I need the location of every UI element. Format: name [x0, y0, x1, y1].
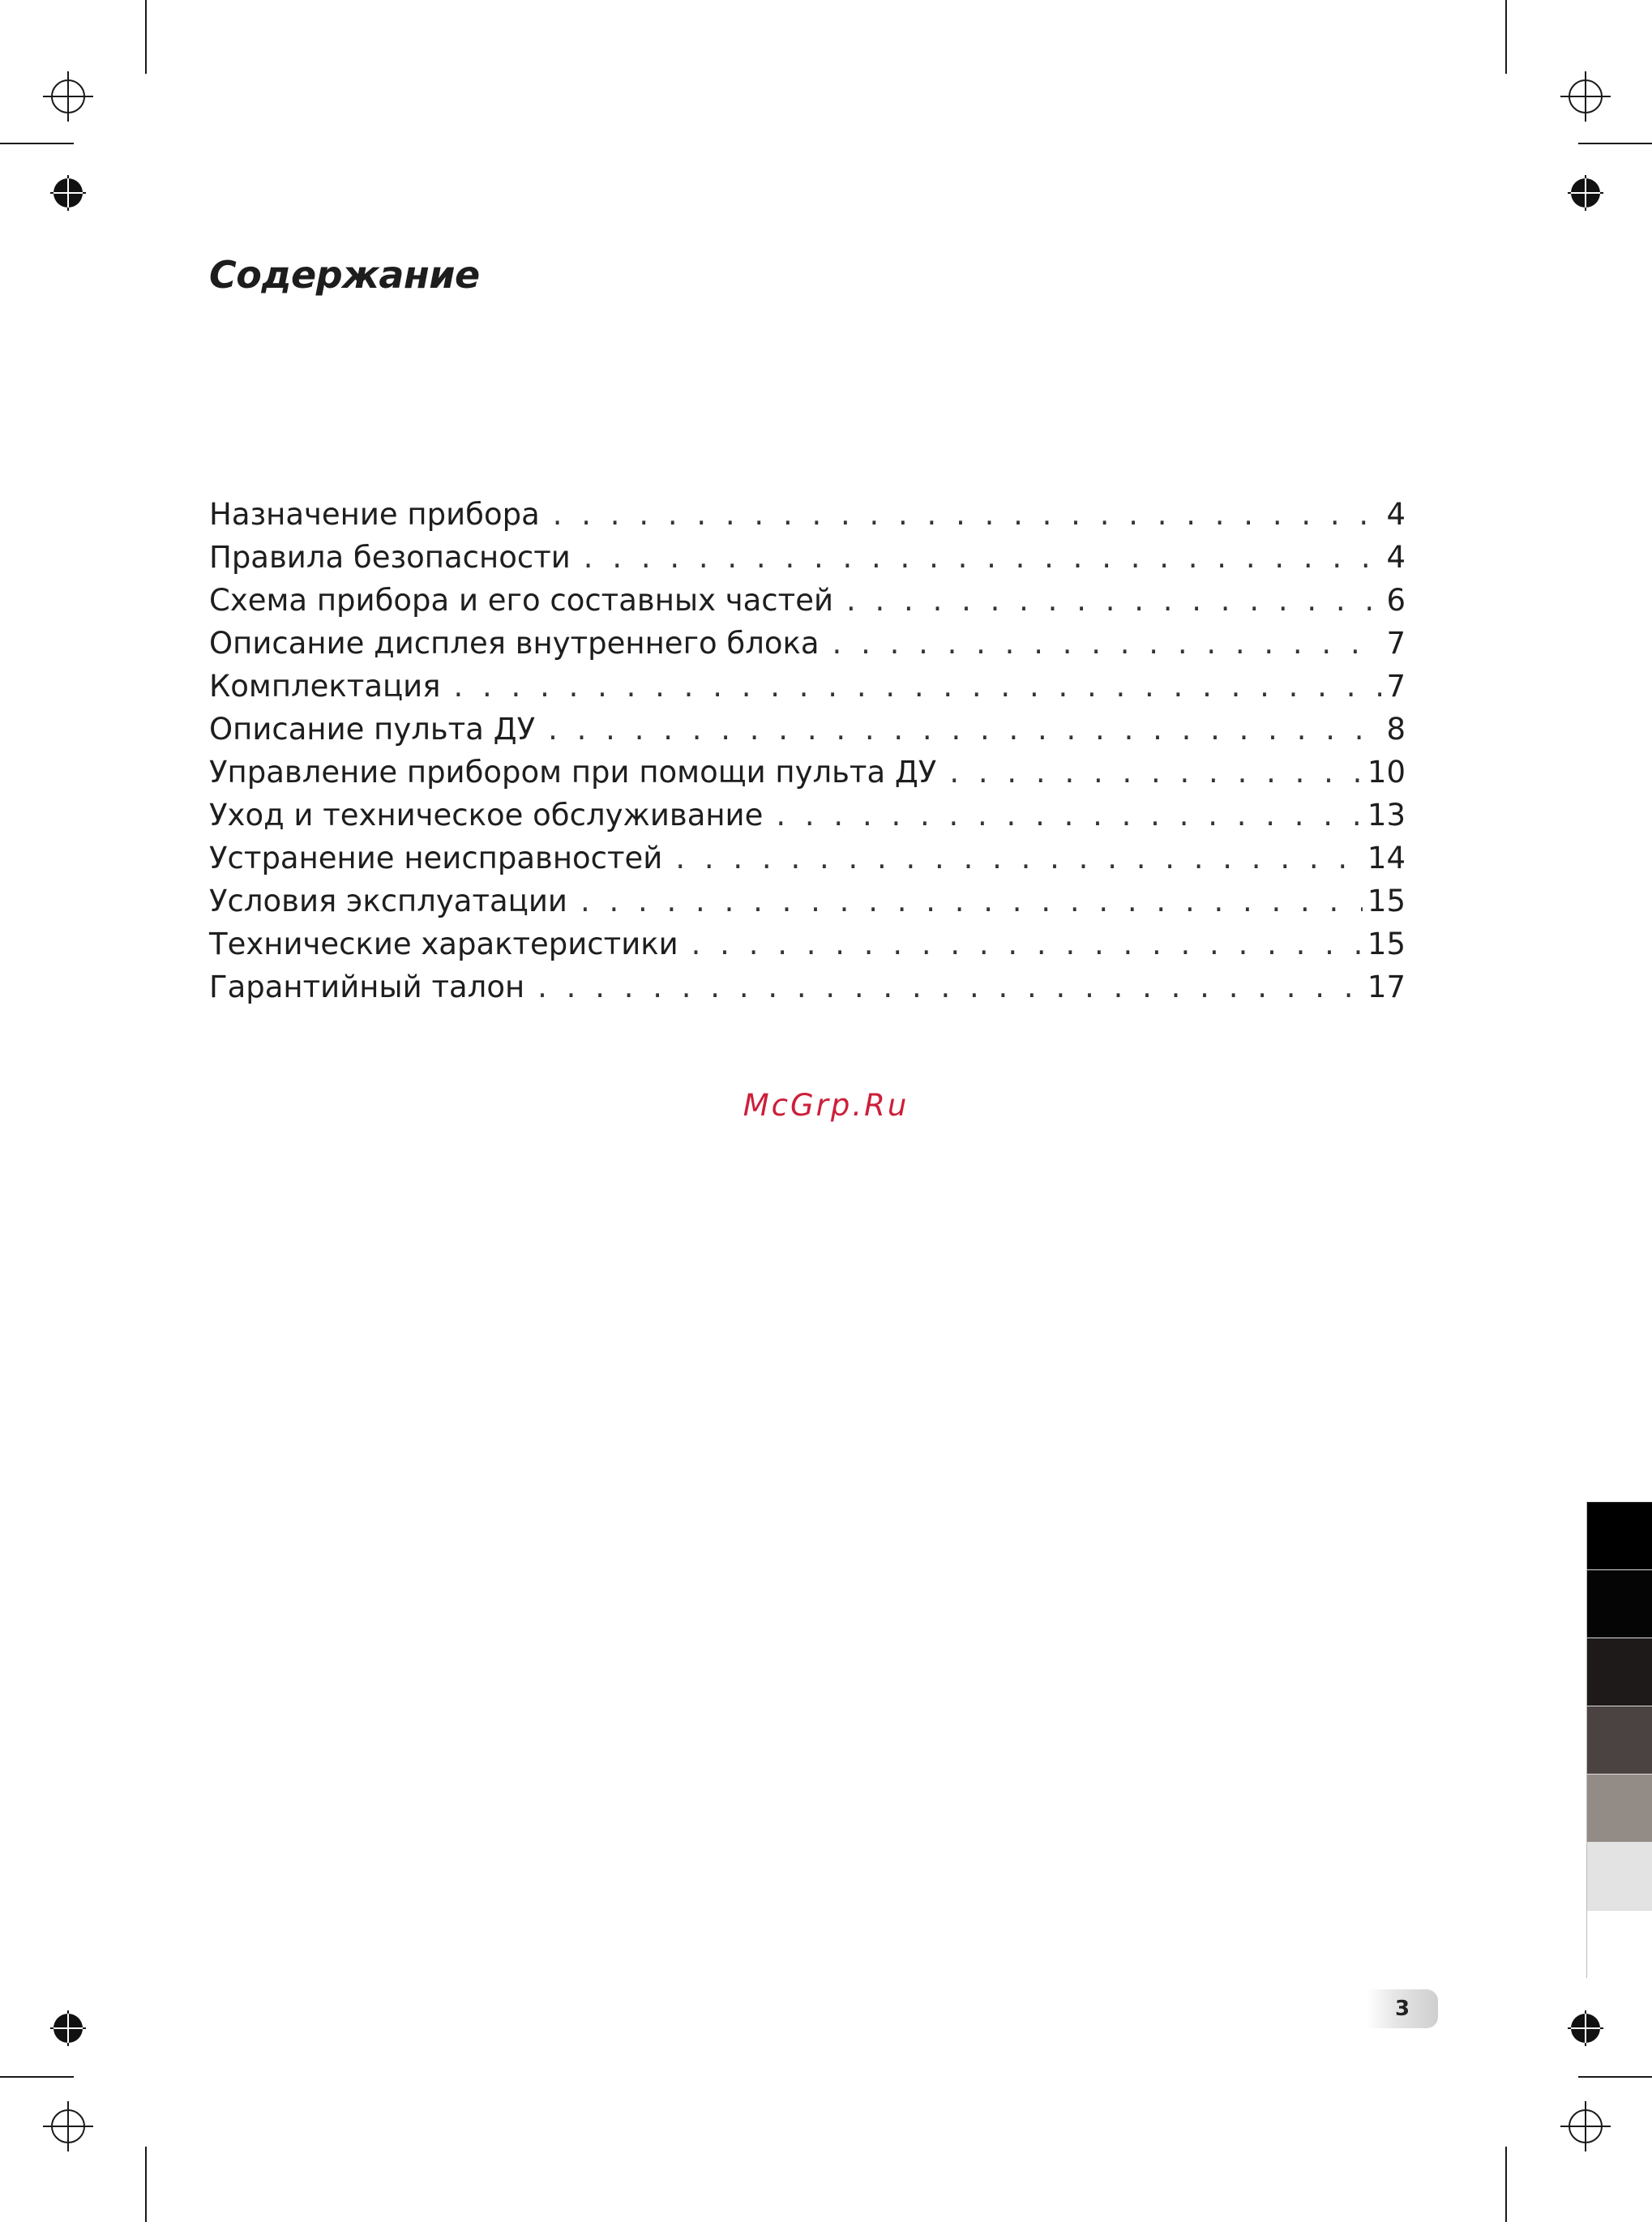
toc-entry[interactable]	[209, 622, 1406, 665]
toc-entry[interactable]	[209, 923, 1406, 965]
toc-entry[interactable]	[209, 665, 1406, 708]
toc-leader-dots	[454, 665, 1382, 708]
toc-entry-label: Условия эксплуатации	[209, 884, 567, 918]
filled-registration-dot-icon	[50, 2010, 86, 2046]
crop-line-bottom-right-horizontal	[1578, 2076, 1652, 2078]
color-swatch	[1586, 1501, 1652, 1569]
toc-entry-label: Гарантийный талон	[209, 970, 525, 1004]
toc-entry-page: 8	[1386, 712, 1406, 747]
toc-entry-label: Комплектация	[209, 669, 441, 704]
toc-entry-page: 7	[1386, 669, 1406, 704]
toc-entry-label: Уход и техническое обслуживание	[209, 798, 764, 833]
toc-entry-page: 6	[1386, 583, 1406, 618]
toc-leader-dots	[846, 579, 1381, 622]
toc-entry-page: 4	[1386, 497, 1406, 532]
toc-entry-page: 4	[1386, 540, 1406, 575]
toc-leader-dots	[548, 708, 1381, 751]
toc-leader-dots	[537, 965, 1363, 1008]
toc-leader-dots	[691, 923, 1363, 965]
toc-entry-label: Схема прибора и его составных частей	[209, 583, 834, 618]
toc-entry-label: Управление прибором при помощи пульта ДУ	[209, 755, 937, 790]
color-swatch	[1586, 1842, 1652, 1910]
toc-entry[interactable]	[209, 536, 1406, 579]
toc-entry-label: Технические характеристики	[209, 927, 678, 961]
toc-entry[interactable]	[209, 965, 1406, 1008]
toc-entry-label: Устранение неисправностей	[209, 841, 663, 876]
toc-entry-page: 15	[1367, 884, 1406, 918]
filled-registration-dot-icon	[1568, 2010, 1603, 2046]
toc-entry-page: 17	[1367, 970, 1406, 1004]
page-title: Содержание	[209, 253, 480, 297]
crop-line-bottom-left-vertical	[145, 2147, 147, 2222]
toc-entry[interactable]	[209, 837, 1406, 880]
crop-line-top-right-horizontal	[1578, 143, 1652, 144]
toc-leader-dots	[675, 837, 1363, 880]
toc-entry[interactable]	[209, 751, 1406, 794]
crop-line-top-left-vertical	[145, 0, 147, 74]
toc-leader-dots	[553, 493, 1381, 536]
crosshair-circle-icon	[43, 2101, 93, 2151]
toc-entry[interactable]	[209, 880, 1406, 923]
crop-line-bottom-right-vertical	[1505, 2147, 1507, 2222]
color-swatch-strip	[1586, 1501, 1652, 1978]
toc-entry[interactable]	[209, 493, 1406, 536]
page-number: 3	[1367, 1989, 1438, 2028]
toc-leader-dots	[584, 536, 1381, 579]
toc-leader-dots	[832, 622, 1381, 665]
crop-line-bottom-left-horizontal	[0, 2076, 74, 2078]
toc-leader-dots	[949, 751, 1363, 794]
color-swatch	[1586, 1706, 1652, 1774]
toc-entry[interactable]	[209, 708, 1406, 751]
color-swatch	[1586, 1569, 1652, 1638]
color-swatch	[1586, 1774, 1652, 1842]
toc-entry-label: Описание дисплея внутреннего блока	[209, 626, 820, 661]
toc-entry-page: 14	[1367, 841, 1406, 876]
crop-line-top-right-vertical	[1505, 0, 1507, 74]
toc-entry[interactable]	[209, 579, 1406, 622]
toc-entry-page: 7	[1386, 626, 1406, 661]
color-swatch	[1586, 1638, 1652, 1706]
toc-leader-dots	[580, 880, 1363, 923]
toc-entry-page: 13	[1367, 798, 1406, 833]
toc-entry[interactable]	[209, 794, 1406, 837]
toc-entry-page: 10	[1367, 755, 1406, 790]
filled-registration-dot-icon	[50, 175, 86, 211]
toc-entry-label: Правила безопасности	[209, 540, 571, 575]
watermark-link[interactable]: McGrp.Ru	[743, 1088, 909, 1123]
table-of-contents	[209, 493, 1406, 1008]
filled-registration-dot-icon	[1568, 175, 1603, 211]
toc-entry-label: Описание пульта ДУ	[209, 712, 536, 747]
toc-entry-page: 15	[1367, 927, 1406, 961]
crosshair-circle-icon	[1560, 71, 1611, 122]
toc-leader-dots	[776, 794, 1363, 837]
toc-entry-label: Назначение прибора	[209, 497, 540, 532]
crosshair-circle-icon	[1560, 2101, 1611, 2151]
crop-line-top-left-horizontal	[0, 143, 74, 144]
crosshair-circle-icon	[43, 71, 93, 122]
color-swatch	[1586, 1910, 1652, 1978]
